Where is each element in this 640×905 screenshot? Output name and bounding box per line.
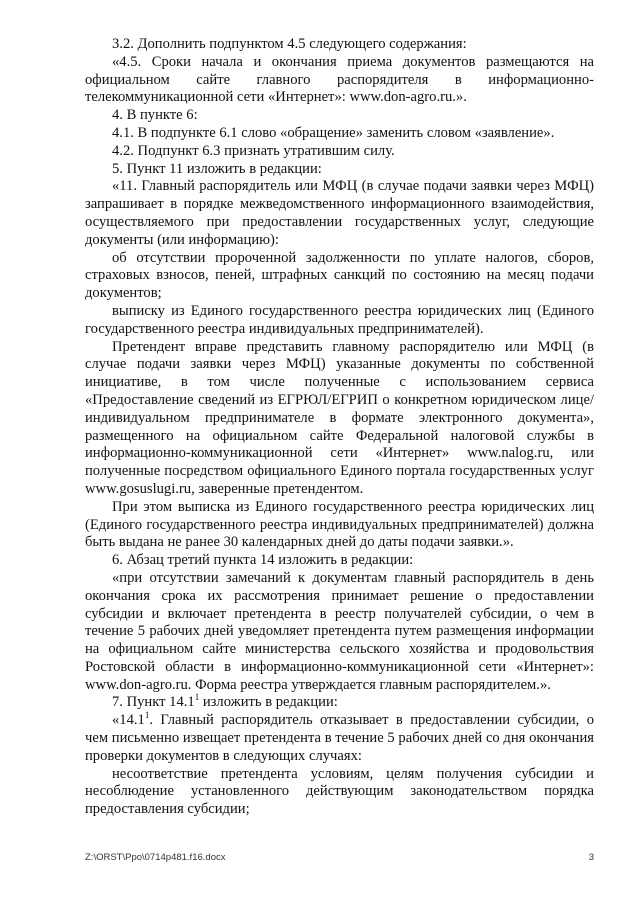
superscript: 1: [144, 710, 150, 721]
paragraph-text: . Главный распорядитель отказывает в предоставлении субсидии, о чем письменно извещает претендента в течение 5 рабочих дней со дня окончания проверки документов в следующих случаях:: [85, 712, 594, 764]
paragraph: 4.2. Подпункт 6.3 признать утратившим силу.: [112, 142, 395, 159]
paragraph: «4.5. Сроки начала и окончания приема документов размещаются на официальном сайте главного распорядителя в информационно-телекоммуникационной сети «Интернет»: www.don-agro.ru.».: [85, 53, 594, 106]
document-body: [85, 36, 594, 819]
paragraph: несоответствие претендента условиям, целям получения субсидии и несоблюдение установленного действующим законодательством порядка предоставления субсидии;: [85, 765, 594, 818]
paragraph: 5. Пункт 11 изложить в редакции:: [112, 160, 322, 177]
paragraph: «11. Главный распорядитель или МФЦ (в случае подачи заявки через МФЦ) запрашивает в порядке межведомственного информационного взаимодействия, осуществляемого при предоставлении государственных услуг, следующие документы (или информацию):: [85, 178, 594, 248]
paragraph: 6. Абзац третий пункта 14 изложить в редакции:: [112, 552, 414, 569]
paragraph: При этом выписка из Единого государственного реестра юридических лиц (Единого государственного реестра индивидуальных предпринимателей) должна быть выдана не ранее 30 календарных дней до даты подачи заявки.».: [85, 498, 594, 551]
paragraph: Претендент вправе представить главному распорядителю или МФЦ (в случае подачи заявки через МФЦ) указанные документы по собственной инициативе, в том числе полученные с использованием сервиса «Предоставление сведений из ЕГРЮЛ/ЕГРИП о конкретном юридическом лице/индивидуальном предпринимателе в формате электронного документа», размещенного на официальном сайте Федеральной налоговой службы в информационно-коммуникационной сети «Интернет» www.nalog.ru, или полученные посредством официального Единого портала государственных услуг www.gosuslugi.ru, заверенные претендентом.: [85, 338, 594, 497]
paragraph: 4.1. В подпункте 6.1 слово «обращение» заменить словом «заявление».: [112, 124, 555, 141]
paragraph-text: «14.1: [112, 712, 145, 729]
paragraph: 4. В пункте 6:: [112, 107, 198, 124]
paragraph: «при отсутствии замечаний к документам главный распорядитель в день окончания срока их рассмотрения принимает решение о предоставлении субсидии и включает претендента в реестр получателей субсидии, о чем в течение 5 рабочих дней уведомляет претендента путем размещения информации на официальном сайте министерства сельского хозяйства и продовольствия Ростовской области в информационно-коммуникационной сети «Интернет»: www.don-agro.ru. Форма реестра утверждается главным распорядителем.».: [85, 569, 594, 693]
paragraph-text: 7. Пункт 14.1: [112, 694, 195, 711]
superscript: 1: [194, 692, 200, 703]
file-path: Z:\ORST\Ppo\0714p481.f16.docx: [85, 852, 226, 863]
paragraph: [85, 694, 594, 712]
paragraph: [85, 712, 594, 765]
paragraph-text: изложить в редакции:: [199, 694, 338, 711]
paragraph: выписку из Единого государственного реестра юридических лиц (Единого государственного реестра индивидуальных предпринимателей).: [85, 302, 594, 337]
paragraph: 3.2. Дополнить подпунктом 4.5 следующего содержания:: [112, 36, 467, 52]
page-number: 3: [588, 852, 594, 863]
paragraph: об отсутствии пророченной задолженности по уплате налогов, сборов, страховых взносов, пеней, штрафных санкций по состоянию на месяц подачи документов;: [85, 249, 594, 302]
